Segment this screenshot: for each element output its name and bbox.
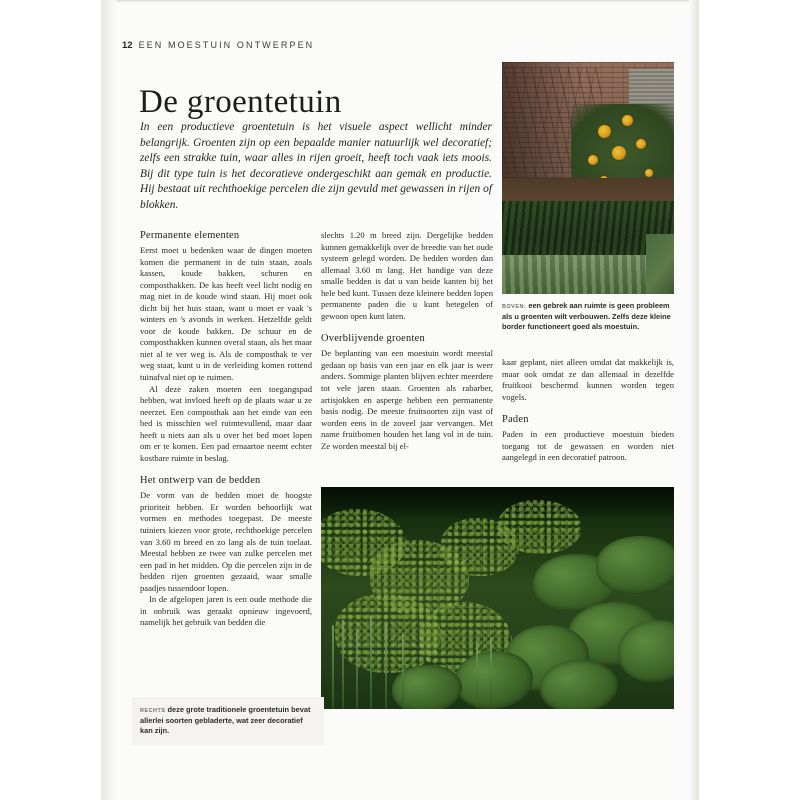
page-gutter-shadow [101, 0, 117, 800]
paragraph: In de afgelopen jaren is een oude methode die in onbruik was geraakt opnieuw ingevoerd, namelijk het gebruik van bedden die [140, 594, 312, 628]
paragraph: Eerst moet u bedenken waar de dingen moeten komen die permanent in de tuin staan, zoals kassen, koude bakken, schuren en composthakken. De kas heeft veel licht nodig en mag niet in de koude wind staan. Hij moet ook dicht bij het huis staan, want u moet er vaak 's winters en 's avonds in werken. Hetzelfde geldt voor de koude bakken. De schuur en de composthakken kunnen overal staan, als het maar niet al te ver weg is. Als de composthak te ver weg staat, kunt u in de verleiding komen rottend tuinafval niet op te ruimen. [140, 245, 312, 383]
paragraph: slechts 1.20 m breed zijn. Dergelijke bedden kunnen gemakkelijk over de breedte van het oude systeem gelegd worden. De bedden worden dan allemaal 3.60 m lang. Het handige van deze smalle bedden is dat u van beide kanten bij het hele bed kunt. Tussen deze kleinere bedden lopen permanente paden die u kunt betegelen of gewoon open kunt laten. [321, 230, 493, 321]
caption-top [502, 301, 676, 332]
sunflower-bloom [645, 169, 653, 177]
page-outer-edge [689, 0, 699, 800]
photo-traditional-vegetable-garden [321, 487, 674, 709]
caption-text: een gebrek aan ruimte is geen probleem als u groenten wilt verbouwen. Zelfs deze kleine border functioneert goed als moestuin. [502, 301, 671, 332]
heading-permanente-elementen: Permanente elementen [140, 230, 240, 241]
sunflower-bloom [636, 139, 646, 149]
paragraph: De vorm van de bedden moet de hoogste prioriteit hebben. Er worden behoorlijk wat vormen en methodes toegepast. De meeste tuiniers kiezen voor grote, rechthoekige percelen van 3.60 m breed en zo lang als de tuin toelaat. Meestal hebben ze twee van zulke percelen met een pad in het midden. Op die percelen zijn in de bedden rijen groenten gezaaid, waar smalle paadjes tussendoor lopen. [140, 490, 312, 593]
page-top-edge [101, 0, 697, 3]
text-column-3 [502, 357, 674, 464]
paragraph: De beplanting van een moestuin wordt meestal gedaan op basis van een jaar en elk jaar is weer anders. Sommige planten blijven echter meerdere tot vele jaren staan. Groenten als rabarber, artisjokken en asperge hebben een permanente basis nodig. De meeste fruitsoorten zijn vast of worden eens in de zoveel jaar vervangen. Met name fruitbomen houden het lang vol in de tuin. Ze worden meestal bij el- [321, 348, 493, 451]
heading-het-ontwerp-van-de-bedden: Het ontwerp van de bedden [140, 475, 261, 487]
photo-sunflower-border [502, 62, 674, 294]
page-number: 12 [122, 40, 133, 51]
paragraph: Al deze zaken moeten een toegangspad hebben, wat invloed heeft op de plaats waar u ze neerzet. Een composthak aan het einde van een bed is misschien wel ruimtevullend, maar daar heeft u niets aan als u over het bed moet lopen om er te komen. Een pad ernaartoe neemt echter kostbare ruimte in beslag. [140, 383, 312, 463]
sunflower-bloom [588, 155, 598, 165]
large-leaf [540, 660, 618, 709]
leek-leaf [476, 642, 478, 709]
standfirst-intro: In een productieve groentetuin is het visuele aspect wellicht minder belangrijk. Groenten zijn op een bepaalde manier natuurlijk wel decoratief; zelfs een strakke tuin, waar alles in rijen groeit, heeft toch vaak iets moois. Bij dit type tuin is het decoratieve ondergeschikt aan gemak en productie. Hij bestaat uit rechthoekige percelen die zijn gevuld met gewassen in rijen of blokken. [140, 121, 492, 211]
text-column-2 [321, 230, 493, 452]
caption-lead: RECHTS [140, 708, 166, 714]
caption-bottom [140, 705, 316, 736]
leek-leaf [385, 625, 387, 709]
caption-text: deze grote traditionele groentetuin bevat allerlei soorten gebladerte, wat zeer decoratief kan zijn. [140, 705, 311, 736]
large-leaf [596, 536, 674, 594]
heading-overblijvende-groenten: Overblijvende groenten [321, 333, 425, 345]
running-head-label: EEN MOESTUIN ONTWERPEN [138, 40, 315, 50]
text-column-1 [140, 230, 312, 629]
leek-leaf [342, 620, 344, 709]
paragraph: kaar geplant, niet alleen omdat dat makkelijk is, maar ook omdat ze dan allemaal in dezelfde fruitkooi beschermd kunnen worden tegen vogels. [502, 357, 674, 402]
leek-leaf [402, 634, 404, 709]
page-title: De groentetuin [139, 84, 342, 121]
paragraph: Paden in een productieve moestuin bieden toegang tot de gewassen en worden niet aangelegd in een decoratief patroon. [502, 429, 674, 463]
grass-path [646, 234, 674, 294]
running-head [122, 40, 314, 51]
heading-paden: Paden [502, 414, 529, 426]
kale-clump [498, 500, 583, 553]
caption-lead: BOVEN: [502, 304, 527, 310]
leek-leaf [356, 629, 358, 709]
sunflower-bloom [598, 125, 611, 138]
leek-leaf [332, 625, 334, 709]
sunflower-bloom [612, 146, 626, 160]
